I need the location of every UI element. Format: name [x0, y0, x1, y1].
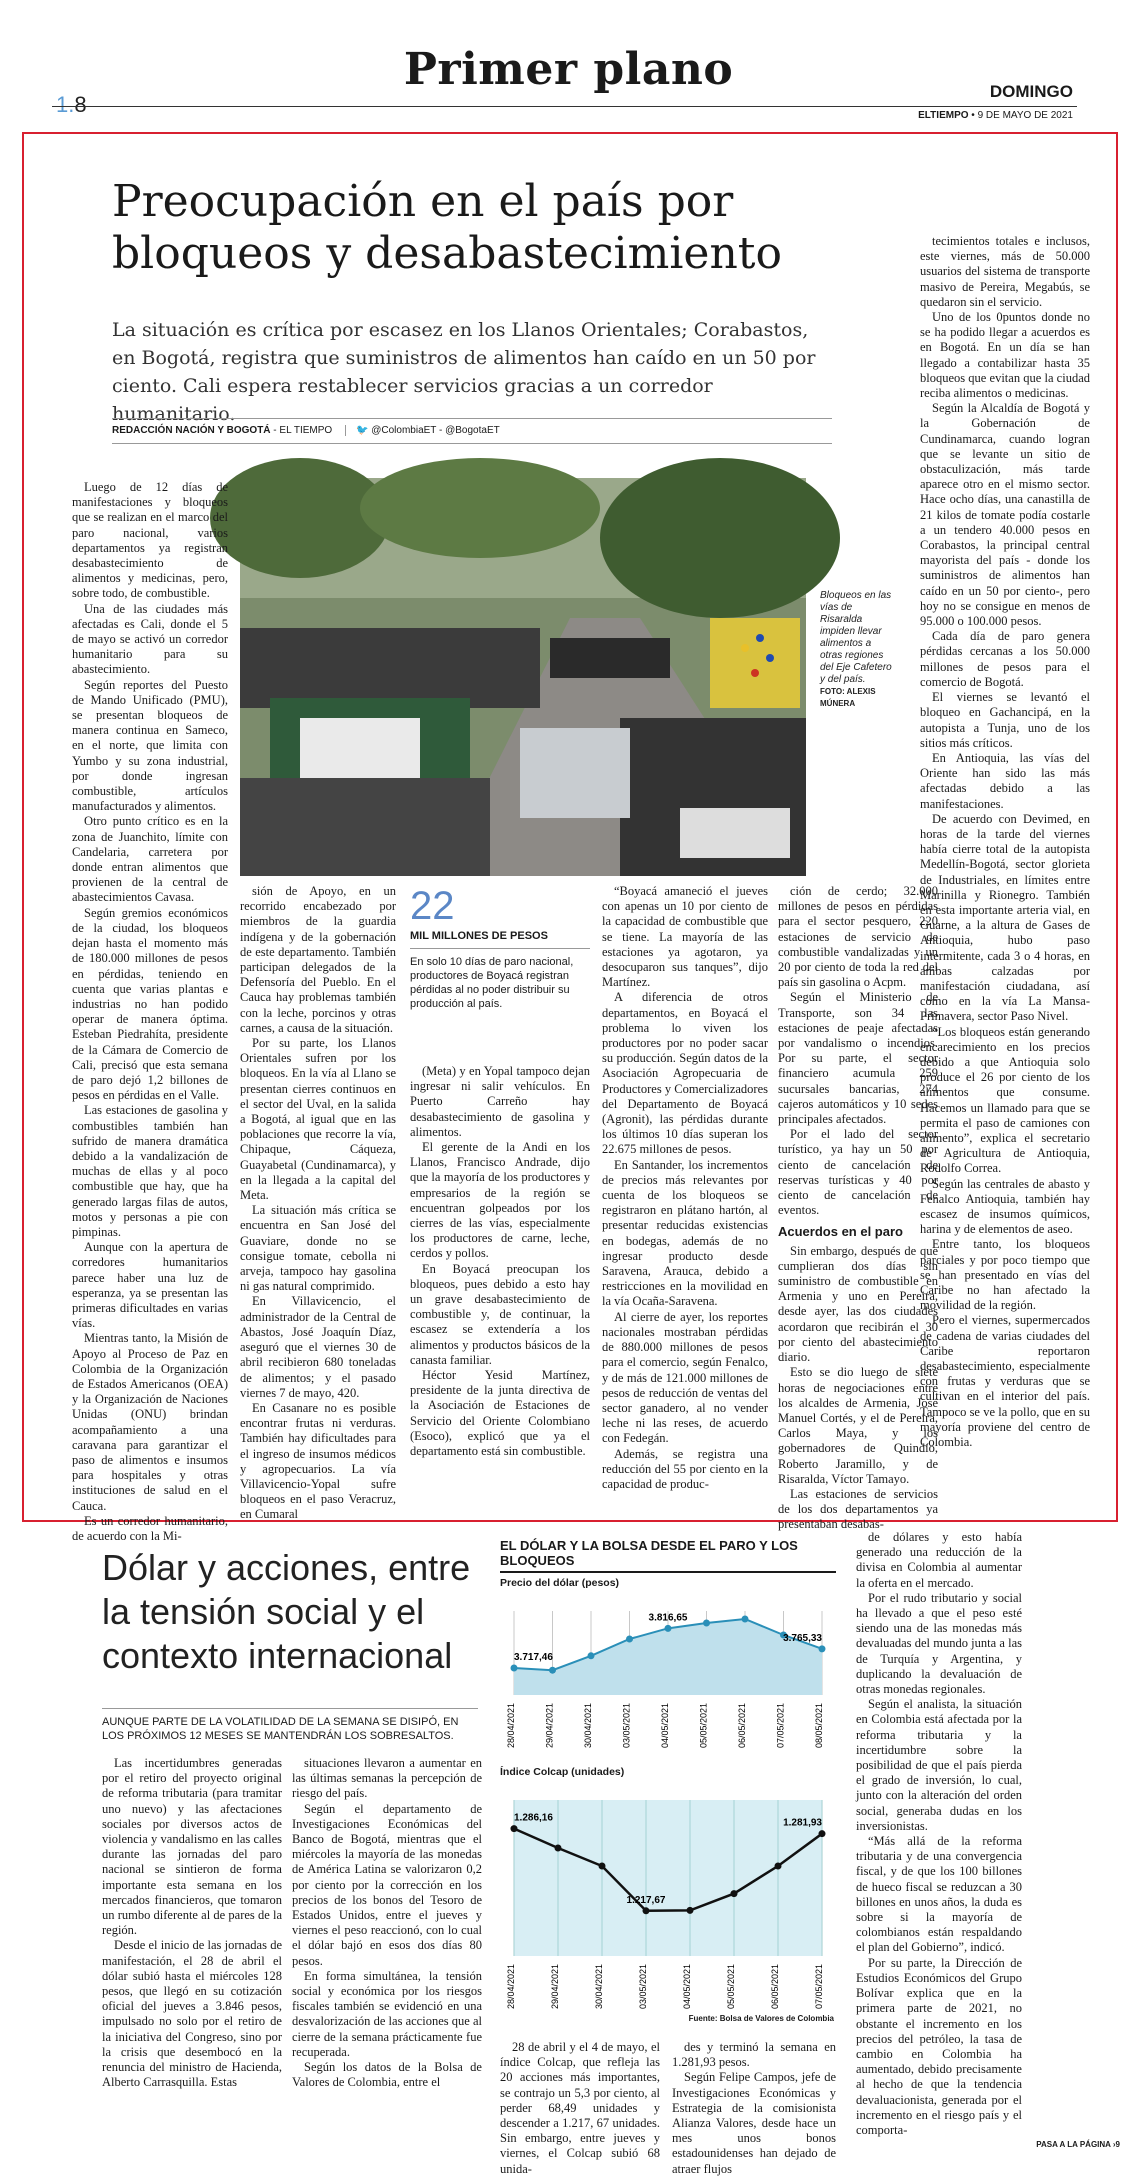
- paragraph: En forma simultánea, la tensión social y económica por los riesgos fiscales también se evidenció en una desvalorización de las acciones que al cierre de la semana prácticamente fue recuperada.: [292, 1968, 482, 2059]
- story-column-1: [72, 480, 228, 1544]
- second-column-3: [500, 2040, 660, 2176]
- data-point: [555, 1845, 562, 1852]
- main-story: [22, 132, 1118, 1544]
- x-tick-label: 30/04/2021: [594, 1964, 604, 2010]
- paragraph: Según el analista, la situación en Colombia está afectada por la reforma tributaria y la incertidumbre sobre la posibilidad de que el país pierda el grado de inversión, lo cual, junto con la alteración del orden social, generaba dudas en los inversionistas.: [856, 1697, 1022, 1833]
- paragraph: Por su parte, los Llanos Orientales sufren por los bloqueos. En la vía al Llano se presentan cierres continuos en el sector del Uval, en la salida a Bogotá, al igual que en las poblaciones que recorre la vía, Chipaque, Cáqueza, Guayabetal (Cundinamarca), y en la llegada a la capital del Meta.: [240, 1036, 396, 1203]
- data-point: [819, 1830, 826, 1837]
- x-tick-label: 28/04/2021: [506, 1703, 516, 1749]
- paragraph: A diferencia de otros departamentos, en Boyacá el problema lo viven los productores por no poder sacar su producción. Según datos de la Asociación Agropecuaria de Productores y Comercializadores del Departamento de Boyacá (Agronit), las pérdidas durante los últimos 10 días superan los 22.675 millones de pesos.: [602, 990, 768, 1157]
- paragraph: Por el lado del sector turístico, ya hay un 50 por ciento de cancelación de reservas turísticas y 40 por ciento de cancelación de eventos.: [778, 1127, 938, 1218]
- data-point: [599, 1863, 606, 1870]
- second-column-5: [856, 1530, 1022, 2137]
- paragraph: Por el rudo tributario y social ha llevado a que el peso esté siendo una de las monedas más devaluadas del mundo junta a las de Turquía y Argentina, y duplicando la devaluación de otras monedas regionales.: [856, 1590, 1022, 1697]
- paragraph: En Antioquia, las vías del Oriente han sido las más afectadas debido a las manifestaciones.: [920, 750, 1090, 811]
- x-tick-label: 05/05/2021: [726, 1964, 736, 2010]
- data-point: [687, 1907, 694, 1914]
- x-tick-label: 08/05/2021: [814, 1703, 824, 1749]
- x-tick-label: 06/05/2021: [737, 1703, 747, 1749]
- paragraph: Las estaciones de servicios de los dos departamentos ya presentaban desabas-: [778, 1486, 938, 1532]
- paragraph: Según los datos de la Bolsa de Valores de Colombia, entre el: [292, 2060, 482, 2090]
- paragraph: En Boyacá preocupan los bloqueos, pues debido a esto hay un grave desabastecimiento de combustible y, de continuar, la escasez se extendería a los alimentos y productos básicos de la canasta familiar.: [410, 1261, 590, 1367]
- paragraph: El gerente de la Andi en los Llanos, Francisco Andrade, dijo que la mayoría de los productores y empresarios de la región se encuentran golpeados por los cierres de las vías, especialmente los productores de carne, leche, cerdos y pollos.: [410, 1140, 590, 1261]
- paragraph: Aunque con la apertura de corredores humanitarios parece haber una luz de esperanza, ya se presentan las primeras dificultades en varias vías.: [72, 1240, 228, 1331]
- factbox-number: 22: [410, 884, 455, 928]
- paragraph: Héctor Yesid Martínez, presidente de la junta directiva de la Asociación de Estaciones de Servicio del Oriente Colombiano (Esoco), explicó que ya el departamento está sin combustible.: [410, 1368, 590, 1459]
- dateline: ELTIEMPO • 9 DE MAYO DE 2021: [918, 110, 1073, 121]
- paragraph: situaciones llevaron a aumentar en las últimas semanas la percepción de riesgo del país.: [292, 1756, 482, 1801]
- paragraph: 28 de abril y el 4 de mayo, el índice Colcap, que refleja las 20 acciones más importantes, se contrajo un 5,3 por ciento, al perder 68,49 unidades y descender a 1.217, 67 unidades. Sin embargo, entre jueves y viernes, el Colcap subió 68 unida-: [500, 2040, 660, 2176]
- data-point: [703, 1620, 710, 1627]
- paragraph: En Casanare no es posible encontrar frutas ni verduras. También hay dificultades para el ingreso de insumos médicos y agropecuarios. La vía Villavicencio-Yopal sufre bloqueos en el paso Veracruz, en Cumaral: [240, 1400, 396, 1522]
- chart-title: EL DÓLAR Y LA BOLSA DESDE EL PARO Y LOS BLOQUEOS: [500, 1538, 836, 1573]
- paragraph: Cada día de paro genera pérdidas cercanas a los 50.000 millones de pesos para el comercio de Bogotá.: [920, 629, 1090, 689]
- colcap-chart-title: Índice Colcap (unidades): [500, 1766, 625, 1778]
- paragraph: Uno de los 0puntos donde no se ha podido llegar a acuerdos es en Bogotá. En un día se han llegado a contabilizar hasta 35 bloqueos que evitan que la ciudad reciba alimentos o medicinas.: [920, 310, 1090, 401]
- paragraph: de dólares y esto había generado una reducción de la divisa en Colombia al aumentar la oferta en el mercado.: [856, 1530, 1022, 1590]
- data-point: [511, 1665, 518, 1672]
- data-point: [731, 1890, 738, 1897]
- colcap-chart: [500, 1778, 836, 2018]
- data-point: [819, 1645, 826, 1652]
- second-column-4: [672, 2040, 836, 2176]
- trucks-blockade-photo: [240, 478, 806, 876]
- data-label: 3.765,33: [783, 1632, 822, 1644]
- paragraph: Según la Alcaldía de Bogotá y la Gobernación de Cundinamarca, cuando logran que se levante un sitio de obstaculización, más tarde aparece otro en el mismo sector. Hace ocho días, una canastilla de 21 kilos de tomate podía costarle a un tendero 40.000 pesos en Corabastos, la principal central mayorista del país - donde los suministros de alimentos han caído en un 50 por ciento-, pero hoy no se consigue en menos de 95.000 o 100.000 pesos.: [920, 401, 1090, 629]
- page-number: 1.8: [56, 92, 87, 117]
- paragraph: des y terminó la semana en 1.281,93 pesos.: [672, 2040, 836, 2070]
- x-tick-label: 07/05/2021: [814, 1964, 824, 2010]
- subheading: Acuerdos en el paro: [778, 1224, 903, 1240]
- paragraph: Esto se dio luego de siete horas de negociaciones entre los alcaldes de Armenia, José Manuel Cortés, y el de Pereira, Carlos Maya, y los gobernadores de Quindío, Roberto Jaramillo, y de Risaralda, Víctor Tamayo.: [778, 1365, 938, 1486]
- factbox-unit: MIL MILLONES DE PESOS: [410, 930, 590, 949]
- paragraph: Entre tanto, los bloqueos parciales y por poco tiempo que se han presentado en vías del Caribe no han afectado la movilidad de la región.: [920, 1237, 1090, 1313]
- paragraph: En Santander, los incrementos de precios más relevantes por cuenta de los bloqueos se registraron en plátano hartón, al presentar reducidas existencias en bodegas, además de no ingresar producto desde Saravena, Arauca, debido a restricciones en la movilidad en la vía Ocaña-Saravena.: [602, 1157, 768, 1309]
- second-story: [76, 1530, 1136, 2176]
- paragraph: (Meta) y en Yopal tampoco dejan ingresar ni salir vehículos. En Puerto Carreño hay desabastecimiento de gasolina y alimentos.: [410, 1064, 590, 1139]
- x-tick-label: 29/04/2021: [550, 1964, 560, 2010]
- paragraph: tecimientos totales e inclusos, este viernes, más de 50.000 usuarios del sistema de transporte masivo de Pereira, Megabús, se quedaron sin el servicio.: [920, 234, 1090, 309]
- twitter-handle[interactable]: 🐦 @ColombiaET - @BogotaET: [345, 425, 500, 436]
- byline: REDACCIÓN NACIÓN Y BOGOTÁ - EL TIEMPO 🐦 @ColombiaET - @BogotaET: [112, 418, 832, 444]
- continue-page-link[interactable]: PASA A LA PÁGINA ›9: [1036, 2140, 1120, 2149]
- paragraph: Mientras tanto, la Misión de Apoyo al Proceso de Paz en Colombia de la Organización de Estados Americanos (OEA) y la Organización de Naciones Unidas (ONU) brindan acompañamiento a una caravana para garantizar el paso de alimentos e insumos para hospitales y otras instituciones de salud en el Cauca.: [72, 1331, 228, 1513]
- story-column-6: [920, 234, 1090, 1512]
- paragraph: “Los bloqueos están generando encarecimiento en los precios debido a que Antioquia solo produce el 26 por ciento de los alimentos que consume. Hacemos un llamado para que se permita el paso de camiones con alimento”, explica el secretario de Agricultura de Antioquia, Rodolfo Correa.: [920, 1024, 1090, 1176]
- data-label: 3.816,65: [648, 1612, 688, 1624]
- x-tick-label: 05/05/2021: [698, 1703, 709, 1749]
- data-label: 1.281,93: [783, 1817, 822, 1829]
- chart-source: Fuente: Bolsa de Valores de Colombia: [688, 2014, 834, 2023]
- data-label: 3.717,46: [514, 1652, 553, 1664]
- paragraph: Según gremios económicos de la ciudad, los bloqueos dejan hasta el momento más de 180.000 millones de pesos en pérdidas, teniendo en cuenta que varias plantas e industrias no han podido operar de manera óptima. Esteban Piedrahíta, presidente de la Cámara de Comercio de Cali, precisó que esta semana de paro dejó 1,2 billones de pesos en pérdidas en el Valle.: [72, 905, 228, 1103]
- x-tick-label: 28/04/2021: [506, 1964, 516, 2010]
- data-label: 1.217,67: [626, 1894, 666, 1906]
- paragraph: Según el Ministerio de Transporte, son 34 las estaciones de peaje afectadas por vandalismo o incendios. Por su parte, el sector financiero acumula 259 sucursales bancarias, 274 cajeros automáticos y 10 sedes principales afectados.: [778, 990, 938, 1127]
- second-column-1: [102, 1756, 282, 2140]
- paragraph: Desde el inicio de las jornadas de manifestación, el 28 de abril el dólar subió hasta el miércoles 128 pesos, que llegó en su cotización oficial del jueves a 3.846 pesos, impulsado no solo por el retiro de la iniciativa del Congreso, sino por la crisis que desembocó en la renuncia del ministro de Hacienda, Alberto Carrasquilla. Estas: [102, 1938, 282, 2090]
- story-column-3: [410, 1064, 590, 1512]
- paragraph: Pero el viernes, supermercados de cadena de varias ciudades del Caribe reportaron desabastecimiento, especialmente con frutas y verduras que se cultivan en el interior del país. Tampoco se ve la pollo, que en su mayoría proviene del centro de Colombia.: [920, 1313, 1090, 1450]
- masthead-rule: [52, 106, 1077, 107]
- subhead: La situación es crítica por escasez en los Llanos Orientales; Corabastos, en Bogotá, registra que suministros de alimentos han caído en un 50 por ciento. Cali espera restablecer servicios gracias a un corredor humanitario.: [112, 319, 816, 425]
- dollar-chart: [500, 1589, 836, 1757]
- data-point: [665, 1625, 672, 1632]
- x-tick-label: 30/04/2021: [583, 1703, 593, 1749]
- paragraph: Según el departamento de Investigaciones Económicas del Banco de Bogotá, mientras que el miércoles la mayoría de las monedas de América Latina se valorizaron 0,2 por ciento por la corrección en los precios de los bonos del Tesoro de Estados Unidos, entre el jueves y viernes el peso reaccionó, con lo cual el dólar bajó en esos dos días 80 pesos.: [292, 1801, 482, 1968]
- data-point: [775, 1863, 782, 1870]
- masthead: [0, 0, 1137, 121]
- data-point: [511, 1825, 518, 1832]
- paragraph: Según Felipe Campos, jefe de Investigaciones Económicas y Estrategia de la comisionista Alianza Valores, desde hace un mes unos bonos estadounidenses han dejado de atraer flujos: [672, 2070, 836, 2176]
- story-column-4: [602, 884, 768, 1512]
- section-title: Primer plano: [403, 44, 734, 95]
- x-tick-label: 07/05/2021: [775, 1703, 786, 1749]
- x-tick-label: 29/04/2021: [544, 1703, 555, 1749]
- paragraph: Además, se registra una reducción del 55 por ciento en la capacidad de produc-: [602, 1446, 768, 1491]
- story-column-5: [778, 884, 938, 1532]
- paragraph: Al cierre de ayer, los reportes nacionales mostraban pérdidas de 880.000 millones de pesos para el comercio, según Fenalco, y de más de 121.000 millones de pesos de reducción de ventas del sector ganadero, al no vender leche ni las reses, de acuerdo con Fedegán.: [602, 1309, 768, 1446]
- data-point: [643, 1907, 650, 1914]
- data-label: 1.286,16: [514, 1812, 553, 1824]
- paragraph: “Boyacá amaneció el jueves con apenas un 10 por ciento de la capacidad de combustible que se tiene. La mayoría de las estaciones ya agotaron, ya desocuparon sus tanques”, dijo Martínez.: [602, 884, 768, 990]
- photo-caption: Bloqueos en las vías de Risaralda impiden llevar alimentos a otras regiones del Eje Cafetero y del país. FOTO: ALEXIS MÚNERA: [820, 590, 892, 708]
- dollar-chart-subtitle: Precio del dólar (pesos): [500, 1577, 620, 1589]
- twitter-icon: 🐦: [356, 425, 369, 436]
- paragraph: Las estaciones de gasolina y combustibles también han sufrido de manera dramática debido a la vandalización de muchas de ellas y al poco combustible que hay, que ha generado largas filas de autos, motos y personas a pie con pimpinas.: [72, 1103, 228, 1239]
- paragraph: Según las centrales de abasto y Fenalco Antioquia, también hay escasez de insumos químicos, harina y de elementos de aseo.: [920, 1176, 1090, 1237]
- x-tick-label: 04/05/2021: [660, 1703, 670, 1749]
- paragraph: La situación más crítica se encuentra en San José del Guaviare, donde no se consigue tomate, cebolla ni arveja, tampoco hay gasolina ni gas natural comprimido.: [240, 1203, 396, 1294]
- second-headline: Dólar y acciones, entre la tensión social y el contexto internacional: [102, 1547, 471, 1676]
- markets-chart: [500, 1538, 836, 2028]
- day-label: DOMINGO: [989, 82, 1073, 101]
- paragraph: Luego de 12 días de manifestaciones y bloqueos que se realizan en el marco del paro nacional, varios departamentos ya registran desabastecimiento de alimentos y medicinas, pero, sobre todo, de combustible.: [72, 480, 228, 601]
- x-tick-label: 06/05/2021: [770, 1964, 780, 2010]
- data-point: [742, 1616, 749, 1623]
- story-photo: [240, 478, 806, 876]
- paragraph: El viernes se levantó el bloqueo en Gachancipá, en la autopista a Tunja, uno de los sitios más críticos.: [920, 690, 1090, 750]
- data-point: [626, 1636, 633, 1643]
- paragraph: sión de Apoyo, en un recorrido encabezado por miembros de la guardia indígena y de la gobernación de este departamento. También participan delegados de la Defensoría del Pueblo. En el Cauca hay problemas también con la leche, porcinos y otras carnes, a causa de la situación.: [240, 884, 396, 1035]
- x-tick-label: 04/05/2021: [682, 1964, 692, 2010]
- data-point: [549, 1667, 556, 1674]
- factbox-description: En solo 10 días de paro nacional, productores de Boyacá registran pérdidas al no poder distribuir su producción al país.: [410, 956, 574, 1010]
- paragraph: Las incertidumbres generadas por el retiro del proyecto original de reforma tributaria (para tramitar uno nuevo) y las afectaciones sociales por diversos actos de violencia y vandalismo en las calles durante las jornadas del paro nacional se sintieron de forma importante esta semana en los mercados financieros, que tomaron un rumbo diferente al de pares de la región.: [102, 1756, 282, 1938]
- plot-background: [514, 1800, 822, 1956]
- paragraph: “Más allá de la reforma tributaria y de una convergencia fiscal, y de que los 100 billones de hueco fiscal se reduzcan a 30 billones en unos años, la duda es sobre si la mayoría de colombianos están respaldando el plan del Gobierno”, indicó.: [856, 1834, 1022, 1955]
- second-deck: AUNQUE PARTE DE LA VOLATILIDAD DE LA SEMANA SE DISIPÓ, EN LOS PRÓXIMOS 12 MESES SE MANTENDRÁN LOS SOBRESALTOS.: [102, 1708, 478, 1743]
- paragraph: ción de cerdo; 32.000 millones de pesos en pérdidas para el sector pesquero, 220 estaciones de servicio de combustible vandalizadas y un 20 por ciento de toda la red del país sin gasolina o Acpm.: [778, 884, 938, 990]
- paragraph: En Villavicencio, el administrador de la Central de Abastos, José Joaquín Díaz, aseguró que el viernes 30 de abril recibieron 680 toneladas de alimentos; y el pasado viernes 7 de mayo, 420.: [240, 1294, 396, 1400]
- second-column-2: [292, 1756, 482, 2140]
- paragraph: Sin embargo, después de que cumplieran dos días sin suministro de combustible en Armenia y uno en Pereira, desde ayer, las dos ciudades acordaron que recibirán el 30 por ciento del abastecimiento diario.: [778, 1243, 938, 1365]
- x-tick-label: 03/05/2021: [638, 1964, 648, 2010]
- paragraph: Por su parte, la Dirección de Estudios Económicos del Grupo Bolívar explica que en la primera parte de 2021, no obstante el incremento en los precios del petróleo, la tasa de cambio en Colombia ha aumentado, debido precisamente al hecho de que la tendencia devaluacionista, generada por el incremento en el riesgo país y el comporta-: [856, 1955, 1022, 2137]
- paragraph: De acuerdo con Devimed, en horas de la tarde del viernes había cierre total de la autopista Medellín-Bogotá, sector glorieta de Industriales, en límites entre Marinilla y Rionegro. También en esta importante arteria vial, en Guarne, a la altura de Gases de Antioquia, hubo paso intermitente, cada 3 o 4 horas, en ambas calzadas por manifestación ciudadana, así como en la vía La Mansa-Primavera, sector Paso Nivel.: [920, 811, 1090, 1024]
- x-tick-label: 03/05/2021: [621, 1703, 632, 1749]
- factbox: [410, 884, 590, 1011]
- headline: Preocupación en el país por bloqueos y desabastecimiento: [112, 176, 782, 279]
- paragraph: Otro punto crítico es en la zona de Juanchito, límite con Candelaria, carretera por donde entran alimentos que provienen de la central de abastecimientos Cavasa.: [72, 814, 228, 905]
- story-column-2: [240, 884, 396, 1522]
- paragraph: Una de las ciudades más afectadas es Cali, donde el 5 de mayo se activó un corredor humanitario para su abastecimiento.: [72, 601, 228, 677]
- data-point: [588, 1652, 595, 1659]
- paragraph: Según reportes del Puesto de Mando Unificado (PMU), se presentan bloqueos de manera continua en Sameco, en el norte, que limita con Yumbo y su zona industrial, por donde ingresan combustible, artículos manufacturados y alimentos.: [72, 677, 228, 814]
- paragraph: Es un corredor humanitario, de acuerdo con la Mi-: [72, 1513, 228, 1544]
